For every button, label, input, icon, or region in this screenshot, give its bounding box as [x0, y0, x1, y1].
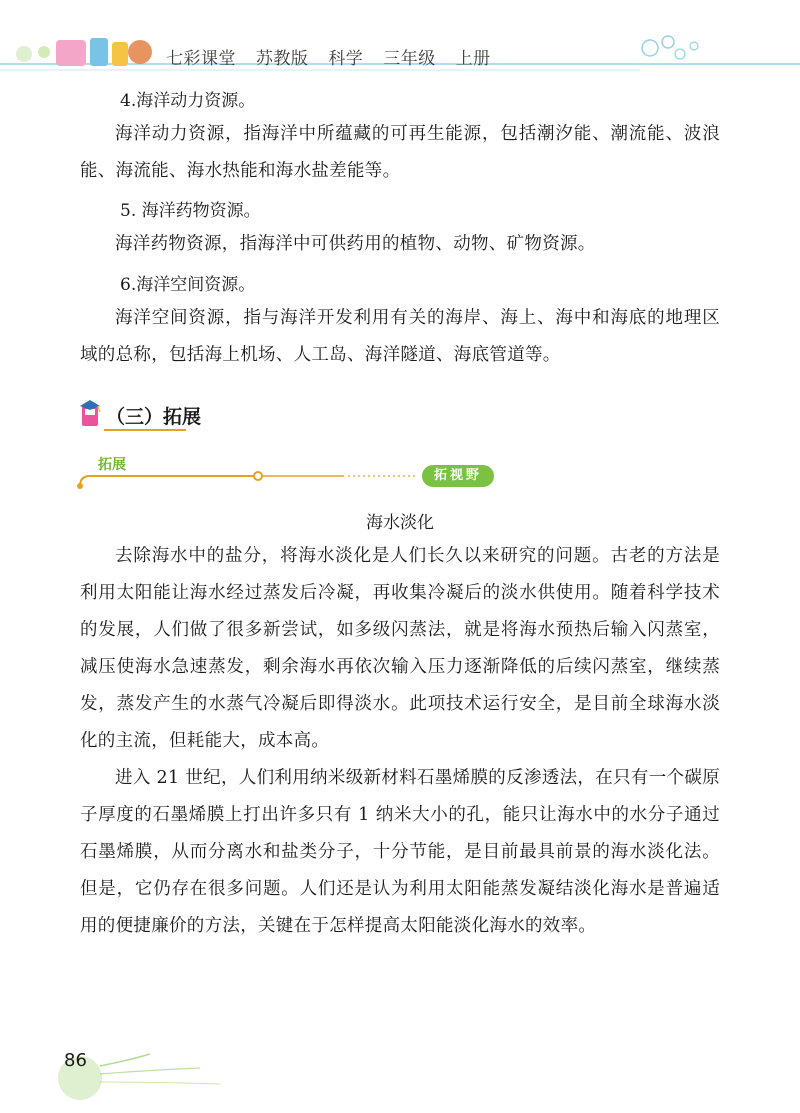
tuoshiye-badge: 拓视野 [422, 465, 494, 487]
paragraph-ocean-power: 海洋动力资源，指海洋中所蕴藏的可再生能源，包括潮汐能、潮流能、波浪能、海流能、海水热能和海水盐差能等。 [80, 124, 720, 181]
book-mascot-icon [78, 398, 104, 430]
article-title: 海水淡化 [366, 513, 434, 533]
paragraph-desalination-graphene: 进入 21 世纪，人们利用纳米级新材料石墨烯膜的反渗透法，在只有一个碳原子厚度的石墨烯膜上打出许多只有 1 纳米大小的孔，能只让海水中的水分子通过石墨烯膜，从而分离水和盐类分子，十分节能，是目前最具前景的海水淡化法。但是，它仍存在很多问题。人们还是认为利用太阳能蒸发凝结淡化海水是普遍适用的便捷廉价的方法，关键在于怎样提高太阳能淡化海水的效率。 [80, 768, 720, 936]
heading-ocean-medicine: 5. 海洋药物资源。 [120, 201, 261, 221]
footer-decoration-icon [0, 1020, 800, 1113]
page-header [0, 0, 800, 80]
header-edition: 苏教版 [255, 49, 309, 69]
section-title: （三）拓展 [106, 406, 202, 428]
header-grade: 三年级 [383, 49, 436, 69]
header-volume: 上册 [455, 49, 491, 69]
heading-ocean-power: 4.海洋动力资源。 [120, 91, 256, 111]
header-title [166, 44, 505, 69]
paragraph-ocean-medicine: 海洋药物资源，指海洋中可供药用的植物、动物、矿物资源。 [115, 234, 596, 254]
tuozhan-banner [76, 452, 496, 496]
paragraph-desalination-history: 去除海水中的盐分，将海水淡化是人们长久以来研究的问题。古老的方法是利用太阳能让海水经过蒸发后冷凝，再收集冷凝后的淡水供使用。随着科学技术的发展，人们做了很多新尝试，如多级闪蒸法，就是将海水预热后输入闪蒸室，减压使海水急速蒸发，剩余海水再依次输入压力逐渐降低的后续闪蒸室，继续蒸发，蒸发产生的水蒸气冷凝后即得淡水。此项技术运行安全，是目前全球海水淡化的主流，但耗能大，成本高。 [80, 546, 720, 751]
page-number: 86 [64, 1050, 87, 1071]
header-subject: 科学 [328, 49, 364, 69]
tuozhan-label: 拓展 [98, 457, 126, 473]
paragraph-ocean-space: 海洋空间资源，指与海洋开发利用有关的海岸、海上、海中和海底的地理区域的总称，包括海上机场、人工岛、海洋隧道、海底管道等。 [80, 308, 720, 365]
header-series: 七彩课堂 [166, 49, 236, 69]
section-underline [104, 429, 186, 431]
heading-ocean-space: 6.海洋空间资源。 [120, 275, 256, 295]
